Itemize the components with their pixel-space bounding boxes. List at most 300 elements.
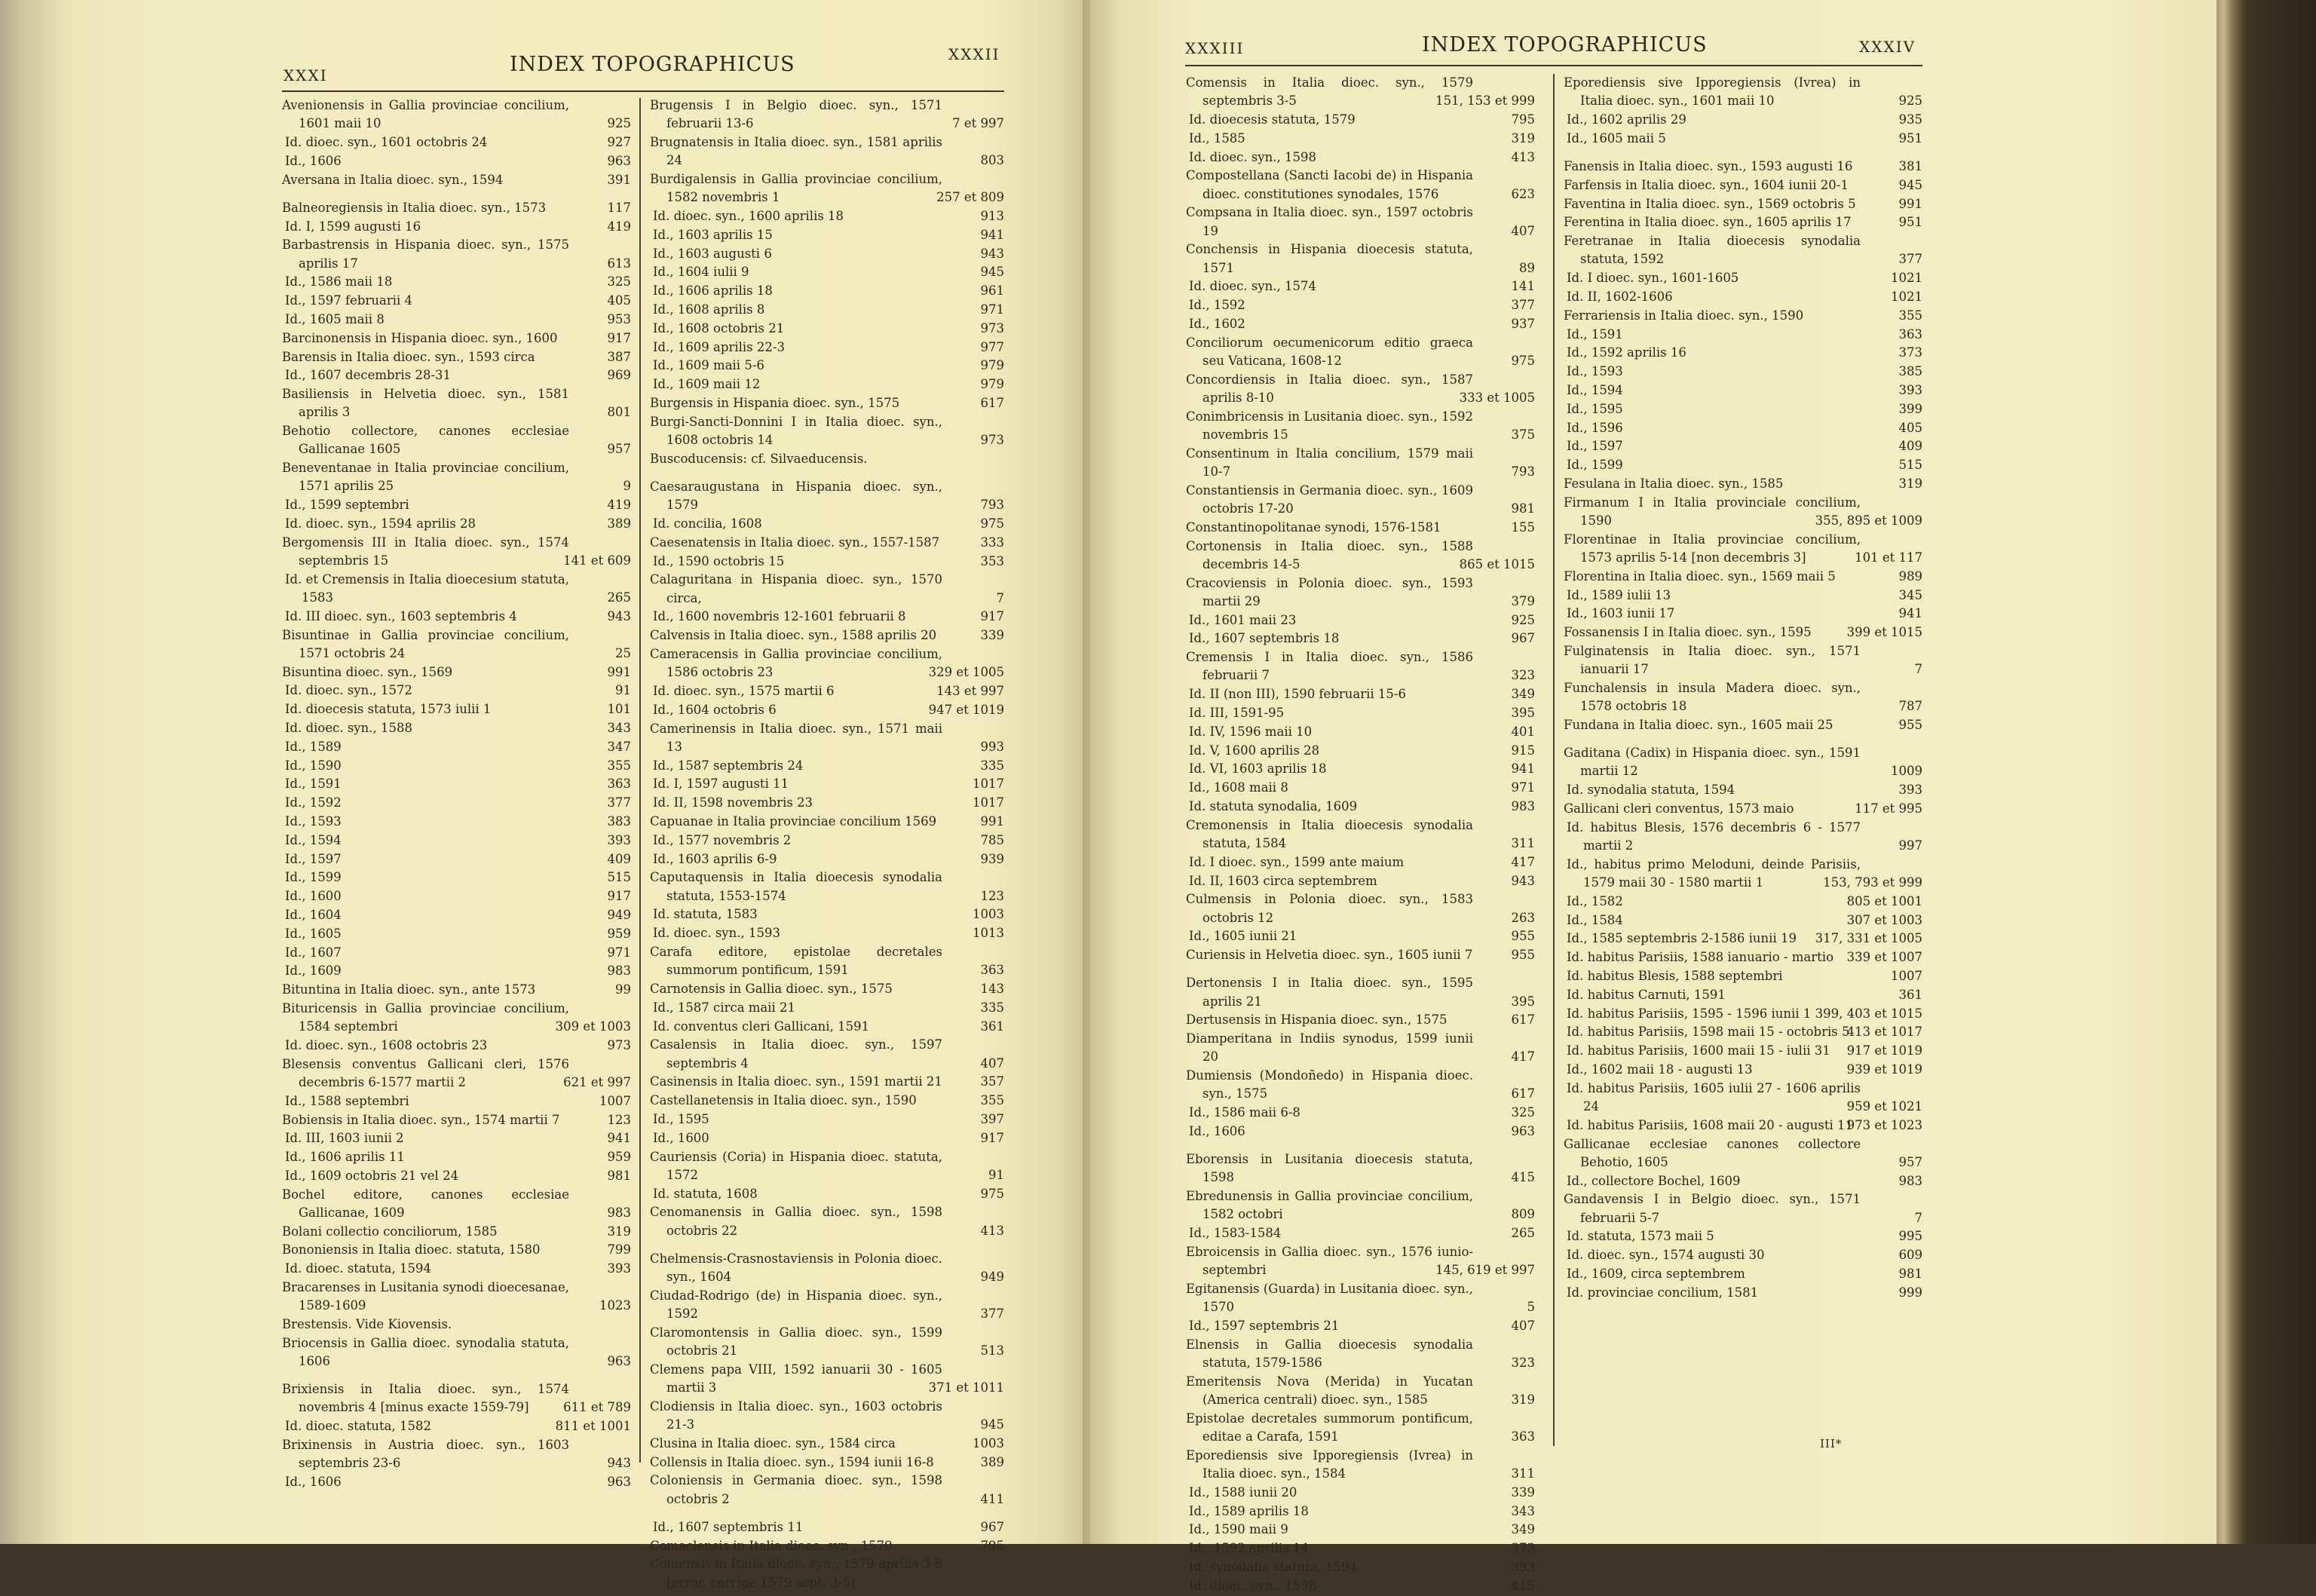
entry-page-ref: 617	[1511, 1086, 1535, 1101]
entry-page-ref: 101	[607, 702, 631, 717]
index-entry	[282, 868, 631, 887]
entry-text: Id., 1606	[1189, 1123, 1245, 1138]
entry-text: Dertusensis in Hispania dioec. syn., 1575	[1186, 1012, 1448, 1028]
index-entry	[1564, 1080, 1922, 1116]
entry-text: Id., 1592 aprilis 16	[1567, 345, 1686, 360]
index-entry	[650, 245, 1004, 263]
entry-page-ref: 325	[1511, 1105, 1535, 1120]
index-entry	[650, 394, 1004, 412]
entry-page-ref: 397	[980, 1111, 1004, 1126]
index-entry	[1186, 482, 1535, 518]
entry-text: Id., 1602 maii 18 - augusti 13	[1567, 1061, 1753, 1077]
index-entry	[650, 1036, 1004, 1072]
entry-text: Id., 1601 maii 23	[1189, 612, 1297, 627]
index-entry	[1564, 1135, 1922, 1172]
entry-page-ref: 967	[1511, 631, 1535, 646]
entry-page-ref: 943	[1511, 873, 1535, 888]
index-entry	[282, 236, 631, 272]
entry-page-ref: 415	[1511, 1170, 1535, 1185]
entry-text: Camerinensis in Italia dioec. syn., 1571 maii 13	[650, 721, 942, 754]
index-entry	[1186, 371, 1535, 407]
entry-text: Id., 1603 aprilis 6-9	[653, 851, 777, 866]
page-title-left: INDEX TOPOGRAPHICUS	[510, 53, 795, 76]
entry-page-ref: 391	[607, 172, 631, 187]
index-entry	[1564, 1023, 1922, 1041]
index-entry	[1186, 742, 1535, 760]
index-entry	[1564, 642, 1922, 679]
entry-page-ref: 997	[1898, 838, 1922, 853]
entry-page-ref: 355	[980, 1093, 1004, 1108]
entry-page-ref: 413	[1511, 149, 1535, 164]
entry-text: Id., 1586 maii 6-8	[1189, 1105, 1300, 1120]
entry-text: Id. dioec. statuta, 1594	[285, 1261, 431, 1276]
index-entry	[650, 338, 1004, 357]
index-entry	[1186, 1503, 1535, 1521]
index-entry	[1564, 400, 1922, 418]
entry-text: Clemens papa VIII, 1592 ianuarii 30 - 1605 martii 3	[650, 1362, 942, 1395]
index-entry	[282, 663, 631, 682]
entry-text: Id. habitus Blesis, 1588 septembri	[1567, 968, 1783, 983]
entry-page-ref: 973 et 1023	[1846, 1117, 1922, 1132]
entry-text: Id., 1604 iulii 9	[653, 265, 749, 280]
index-entry	[1186, 519, 1535, 537]
entry-text: Id., 1605 maii 5	[1567, 130, 1666, 146]
entry-page-ref: 307 et 1003	[1846, 912, 1922, 927]
entry-page-ref: 353	[980, 553, 1004, 568]
index-entry	[650, 133, 1004, 170]
index-entry	[1564, 213, 1922, 231]
entry-page-ref: 319	[1898, 476, 1922, 491]
entry-page-ref: 975	[1511, 353, 1535, 368]
entry-text: Id., 1592	[1189, 298, 1245, 313]
entry-text: Eborensis in Lusitania dioecesis statuta, 1598	[1186, 1152, 1473, 1185]
index-entry	[1564, 288, 1922, 306]
index-entry	[282, 1417, 631, 1435]
entry-text: Id. habitus Parisiis, 1588 ianuario - martio	[1567, 950, 1834, 965]
entry-page-ref: 393	[1898, 382, 1922, 397]
index-entry	[1186, 574, 1535, 611]
entry-text: Id. dioec. syn., 1593	[653, 926, 780, 941]
entry-text: Id., 1596	[1567, 420, 1623, 435]
entry-page-ref: 967	[980, 1519, 1004, 1534]
entry-page-ref: 383	[607, 813, 631, 829]
index-entry	[282, 1380, 631, 1417]
index-entry	[1564, 800, 1922, 818]
right-page	[1090, 0, 2216, 1593]
index-entry	[1186, 296, 1535, 314]
entry-text: Compostellana (Sancti Iacobi de) in Hispania dioec. constitutiones synodales, 1576	[1186, 168, 1473, 201]
index-entry	[1564, 1042, 1922, 1060]
entry-page-ref: 309 et 1003	[555, 1019, 631, 1034]
index-entry	[1186, 1317, 1535, 1335]
header-rule	[282, 90, 1004, 92]
entry-text: Beneventanae in Italia provinciae concilium, 1571 aprilis 25	[282, 461, 569, 494]
index-entry	[650, 1324, 1004, 1360]
entry-page-ref: 611 et 789	[563, 1400, 631, 1415]
index-entry	[282, 152, 631, 170]
entry-text: Aversana in Italia dioec. syn., 1594	[282, 172, 504, 187]
entry-text: Id., 1595	[653, 1111, 709, 1126]
entry-text: Capuanae in Italia provinciae concilium 1569	[650, 813, 937, 829]
index-entry	[282, 422, 631, 458]
entry-page-ref: 405	[607, 293, 631, 308]
entry-page-ref: 989	[1898, 568, 1922, 584]
entry-text: Bisuntina dioec. syn., 1569	[282, 664, 453, 679]
entry-text: Id., 1590 maii 9	[1189, 1522, 1288, 1537]
entry-page-ref: 811 et 1001	[555, 1419, 631, 1434]
index-entry	[1564, 344, 1922, 362]
index-entry	[282, 962, 631, 980]
entry-text: Behotio collectore, canones ecclesiae Gallicanae 1605	[282, 424, 569, 457]
entry-text: Gandavensis I in Belgio dioec. syn., 1571 februarii 5-7	[1564, 1192, 1861, 1225]
index-entry	[1564, 195, 1922, 213]
index-entry	[1564, 605, 1922, 623]
entry-text: Culmensis in Polonia dioec. syn., 1583 octobris 12	[1186, 892, 1473, 925]
entry-text: Id. habitus Carnuti, 1591	[1567, 987, 1726, 1002]
index-entry	[1186, 704, 1535, 722]
index-entry	[1564, 967, 1922, 985]
entry-text: Id., 1599 septembri	[285, 498, 409, 513]
entry-text: Id., 1603 iunii 17	[1567, 606, 1675, 621]
entry-page-ref: 349	[1511, 1522, 1535, 1537]
entry-text: Barensis in Italia dioec. syn., 1593 circa	[282, 349, 535, 364]
entry-page-ref: 419	[607, 498, 631, 513]
index-entry	[650, 226, 1004, 244]
entry-text: Id., 1599	[1567, 458, 1623, 473]
index-entry	[1564, 381, 1922, 400]
entry-page-ref: 417	[1511, 854, 1535, 869]
index-entry	[1186, 445, 1535, 481]
entry-text: Burdigalensis in Gallia provinciae concilium, 1582 novembris 1	[650, 172, 942, 205]
column-divider	[1553, 74, 1555, 1446]
index-entry	[650, 626, 1004, 645]
entry-page-ref: 123	[980, 888, 1004, 903]
index-entry	[650, 515, 1004, 533]
entry-text: Carafa editore, epistolae decretales summorum pontificum, 1591	[650, 944, 942, 978]
entry-page-ref: 943	[607, 608, 631, 623]
entry-text: Clusina in Italia dioec. syn., 1584 circa	[650, 1435, 896, 1450]
entry-page-ref: 623	[1511, 186, 1535, 201]
entry-text: Fundana in Italia dioec. syn., 1605 maii 25	[1564, 717, 1834, 732]
entry-page-ref: 99	[615, 982, 631, 997]
index-entry	[282, 1186, 631, 1222]
index-entry	[282, 757, 631, 775]
entry-text: Barcinonensis in Hispania dioec. syn., 1600	[282, 330, 558, 345]
entry-page-ref: 917	[607, 330, 631, 345]
index-entry	[282, 850, 631, 868]
entry-text: Id., 1609 maii 5-6	[653, 358, 764, 373]
index-entry	[1564, 781, 1922, 799]
index-entry	[282, 906, 631, 924]
entry-text: Burgensis in Hispania dioec. syn., 1575	[650, 395, 900, 410]
entry-text: Casalensis in Italia dioec. syn., 1597 septembris 4	[650, 1037, 942, 1071]
index-entry	[650, 832, 1004, 850]
entry-page-ref: 957	[607, 442, 631, 457]
entry-page-ref: 371 et 1011	[928, 1380, 1004, 1395]
entry-page-ref: 363	[980, 963, 1004, 978]
entry-text: Bituntina in Italia dioec. syn., ante 1573	[282, 982, 536, 997]
index-entry	[1186, 1447, 1535, 1483]
entry-page-ref: 363	[607, 777, 631, 792]
entry-text: Id., 1585 septembris 2-1586 iunii 19	[1567, 931, 1797, 946]
entry-page-ref: 955	[1898, 717, 1922, 732]
page-number-right: XXXIV	[1859, 38, 1916, 56]
index-entry	[1564, 623, 1922, 642]
entry-page-ref: 393	[607, 832, 631, 847]
entry-page-ref: 1017	[973, 777, 1004, 792]
index-entry	[282, 1241, 631, 1259]
index-entry	[282, 925, 631, 943]
entry-page-ref: 405	[1898, 420, 1922, 435]
entry-page-ref: 395	[1511, 705, 1535, 720]
entry-page-ref: 973	[607, 1037, 631, 1052]
entry-text: Caputaquensis in Italia dioecesis synodalia statuta, 1553-1574	[650, 870, 942, 903]
entry-text: Id. habitus Blesis, 1576 decembris 6 - 1577 martii 2	[1567, 819, 1861, 853]
entry-page-ref: 939 et 1019	[1846, 1061, 1922, 1077]
index-entry	[282, 832, 631, 850]
entry-page-ref: 991	[980, 813, 1004, 829]
entry-page-ref: 393	[607, 1261, 631, 1276]
entry-page-ref: 399, 403 et 1015	[1815, 1006, 1922, 1021]
index-entry	[650, 720, 1004, 756]
entry-text: Feretranae in Italia dioecesis synodalia statuta, 1592	[1564, 234, 1861, 267]
index-entry	[1186, 816, 1535, 853]
entry-text: Id. dioec. syn., 1594 aprilis 28	[285, 516, 476, 531]
entry-page-ref: 357	[980, 1074, 1004, 1089]
entry-text: Id., 1583-1584	[1189, 1226, 1282, 1241]
entry-text: Id., collectore Bochel, 1609	[1567, 1173, 1741, 1188]
entry-text: Brestensis. Vide Kiovensis.	[282, 1317, 452, 1332]
index-entry	[1564, 568, 1922, 586]
entry-text: Id., 1603 aprilis 15	[653, 227, 773, 242]
index-entry	[1186, 1187, 1535, 1224]
entry-text: Id. provinciae concilium, 1581	[1567, 1285, 1759, 1300]
entry-text: Egitanensis (Guarda) in Lusitania dioec. syn., 1570	[1186, 1281, 1473, 1315]
index-entry	[1186, 648, 1535, 685]
entry-page-ref: 101 et 117	[1855, 550, 1922, 565]
index-entry	[1186, 853, 1535, 872]
index-entry	[1186, 538, 1535, 574]
entry-page-ref: 927	[607, 135, 631, 149]
entry-page-ref: 7	[1914, 662, 1922, 677]
index-entry	[1564, 986, 1922, 1004]
index-entry	[1186, 1484, 1535, 1502]
entry-page-ref: 963	[607, 1475, 631, 1490]
entry-page-ref: 955	[1511, 929, 1535, 944]
entry-text: Id., 1586 maii 18	[285, 274, 393, 289]
entry-text: Id. statuta, 1583	[653, 907, 758, 922]
entry-text: Id., 1607	[285, 945, 342, 960]
entry-page-ref: 925	[607, 116, 631, 131]
entry-text: Id., 1608 octobris 21	[653, 320, 785, 335]
index-entry	[650, 571, 1004, 607]
column-divider	[639, 98, 641, 1463]
entry-text: Brixiensis in Italia dioec. syn., 1574 novembris 4 [minus exacte 1559-79]	[282, 1382, 569, 1415]
entry-page-ref: 941	[607, 1131, 631, 1146]
index-entry	[282, 1167, 631, 1185]
entry-text: Id., 1594	[1567, 382, 1623, 397]
entry-page-ref: 981	[607, 1168, 631, 1183]
entry-text: Id., 1608 maii 8	[1189, 780, 1288, 795]
page-number-left-of-right: XXXIII	[1185, 39, 1245, 57]
entry-page-ref: 917	[980, 1130, 1004, 1145]
entry-page-ref: 409	[607, 851, 631, 866]
entry-page-ref: 1021	[1891, 271, 1922, 286]
entry-text: Id., 1587 septembris 24	[653, 758, 804, 773]
index-entry	[282, 292, 631, 310]
entry-page-ref: 413 et 1017	[1846, 1025, 1922, 1040]
entry-text: Eporediensis sive Ipporegiensis (Ivrea) in Italia dioec. syn., 1584	[1186, 1447, 1473, 1481]
entry-text: Id. synodalia statuta, 1594	[1567, 783, 1735, 798]
entry-page-ref: 7	[996, 590, 1004, 605]
entry-page-ref: 983	[607, 1205, 631, 1220]
entry-page-ref: 399 et 1015	[1846, 625, 1922, 640]
index-entry	[1564, 1117, 1922, 1135]
entry-page-ref: 395	[1511, 994, 1535, 1009]
entry-page-ref: 795	[1511, 112, 1535, 127]
index-entry	[650, 1185, 1004, 1203]
entry-page-ref: 389	[980, 1454, 1004, 1469]
entry-page-ref: 953	[607, 311, 631, 326]
entry-page-ref: 7 et 997	[952, 116, 1004, 131]
index-entry	[650, 1250, 1004, 1286]
entry-page-ref: 117 et 995	[1855, 801, 1922, 816]
entry-text: Id., 1588 septembri	[285, 1093, 409, 1108]
index-entry	[650, 207, 1004, 225]
entry-text: Id., 1607 septembris 11	[653, 1519, 804, 1534]
entry-page-ref: 947 et 1019	[928, 702, 1004, 717]
index-entry	[282, 1436, 631, 1472]
entry-text: Id. I, 1597 augusti 11	[653, 777, 789, 792]
index-entry	[1186, 111, 1535, 129]
entry-page-ref: 335	[980, 1000, 1004, 1015]
entry-text: Bituricensis in Gallia provinciae concilium, 1584 septembri	[282, 1000, 569, 1034]
entry-page-ref: 339	[1511, 1484, 1535, 1500]
entry-text: Id., 1604 octobris 6	[653, 702, 777, 717]
index-entry	[1564, 232, 1922, 268]
entry-page-ref: 377	[1898, 252, 1922, 267]
entry-page-ref: 381	[1898, 159, 1922, 173]
entry-text: Id. conventus cleri Gallicani, 1591	[653, 1019, 870, 1034]
entry-page-ref: 323	[1511, 668, 1535, 683]
entry-page-ref: 975	[980, 516, 1004, 531]
entry-text: Id. dioec. syn., 1572	[285, 683, 412, 698]
entry-text: Id. habitus Parisiis, 1608 maii 20 - augusti 11	[1567, 1117, 1854, 1132]
entry-page-ref: 785	[980, 832, 1004, 847]
index-entry	[1564, 1061, 1922, 1079]
index-entry	[1186, 1373, 1535, 1409]
entry-page-ref: 609	[1898, 1248, 1922, 1263]
index-entry	[1564, 893, 1922, 911]
index-entry	[650, 320, 1004, 338]
index-entry	[282, 348, 631, 366]
index-entry	[650, 980, 1004, 998]
index-column-1	[282, 96, 631, 1492]
entry-page-ref: 917	[980, 609, 1004, 624]
entry-page-ref: 917 et 1019	[1846, 1043, 1922, 1058]
entry-page-ref: 945	[1898, 177, 1922, 192]
entry-page-ref: 265	[607, 590, 631, 605]
entry-text: Comensis in Italia dioec. syn., 1579 aprilis 3-5 (error. corrige 1579 sept. 3-5).	[650, 1557, 942, 1590]
entry-text: Chelmensis-Crasnostaviensis in Polonia dioec. syn., 1604	[650, 1251, 942, 1284]
entry-text: Id. I dioec. syn., 1599 ante maium	[1189, 854, 1405, 869]
index-entry	[282, 366, 631, 384]
index-entry	[1186, 946, 1535, 964]
index-entry	[1564, 1246, 1922, 1264]
entry-page-ref: 617	[1511, 1012, 1535, 1028]
entry-text: Bracarenses in Lusitania synodi dioecesanae, 1589-1609	[282, 1280, 569, 1313]
entry-text: Id. III, 1591-95	[1189, 705, 1285, 720]
entry-text: Id., 1592 aprilis 14	[1189, 1541, 1309, 1556]
entry-text: Funchalensis in insula Madera dioec. syn., 1578 octobris 18	[1564, 680, 1861, 714]
entry-text: Id., 1582	[1567, 893, 1623, 908]
index-entry	[650, 1361, 1004, 1397]
index-entry	[282, 171, 631, 189]
index-entry	[282, 608, 631, 626]
index-entry	[650, 282, 1004, 300]
entry-page-ref: 973	[980, 432, 1004, 447]
entry-text: Id., 1589	[285, 739, 342, 754]
index-entry	[1564, 363, 1922, 381]
entry-text: Gaditana (Cadix) in Hispania dioec. syn., 1591 martii 12	[1564, 746, 1861, 779]
entry-text: Fulginatensis in Italia dioec. syn., 1571 ianuarii 17	[1564, 643, 1861, 677]
entry-text: Id. habitus Parisiis, 1598 maii 15 - octobris 5	[1567, 1025, 1850, 1040]
index-entry	[650, 608, 1004, 626]
index-column-2	[650, 96, 1004, 1592]
entry-page-ref: 153, 793 et 999	[1823, 875, 1922, 890]
entry-page-ref: 1021	[1891, 289, 1922, 304]
entry-page-ref: 9	[623, 479, 631, 494]
entry-text: Id., 1585	[1189, 130, 1245, 146]
entry-page-ref: 925	[1511, 612, 1535, 627]
entry-text: Id., 1602 aprilis 29	[1567, 112, 1686, 127]
entry-page-ref: 515	[1898, 458, 1922, 473]
entry-page-ref: 319	[607, 1224, 631, 1239]
index-entry	[282, 682, 631, 700]
entry-page-ref: 141 et 609	[563, 553, 631, 568]
index-entry	[282, 1092, 631, 1110]
entry-text: Fossanensis I in Italia dioec. syn., 1595	[1564, 625, 1812, 640]
entry-page-ref: 385	[1898, 364, 1922, 379]
entry-page-ref: 349	[1511, 687, 1535, 702]
index-entry	[282, 1000, 631, 1036]
entry-text: Brugensis I in Belgio dioec. syn., 1571 februarii 13-6	[650, 98, 942, 131]
index-entry	[1186, 408, 1535, 444]
entry-text: Calvensis in Italia dioec. syn., 1588 aprilis 20	[650, 628, 937, 643]
index-entry	[1186, 723, 1535, 741]
entry-text: Conchensis in Hispania dioecesis statuta, 1571	[1186, 242, 1473, 275]
entry-text: Id. dioecesis statuta, 1579	[1189, 112, 1356, 127]
entry-text: Epistolae decretales summorum pontificum, editae a Carafa, 1591	[1186, 1411, 1473, 1444]
header-rule	[1185, 65, 1922, 66]
entry-page-ref: 375	[1511, 427, 1535, 442]
entry-text: Id. II, 1602-1606	[1567, 289, 1673, 304]
entry-text: Gallicani cleri conventus, 1573 maio	[1564, 801, 1794, 816]
entry-page-ref: 1009	[1891, 764, 1922, 779]
entry-text: Gallicanae ecclesiae canones collectore Behotio, 1605	[1564, 1136, 1861, 1169]
index-entry	[650, 775, 1004, 793]
entry-page-ref: 917	[607, 889, 631, 904]
entry-page-ref: 399	[1898, 401, 1922, 416]
entry-text: Calaguritana in Hispania dioec. syn., 1570 circa,	[650, 572, 942, 605]
entry-text: Dumiensis (Mondoñedo) in Hispania dioec. syn., 1575	[1186, 1068, 1473, 1101]
entry-text: Id., 1600 novembris 12-1601 februarii 8	[653, 609, 906, 624]
index-entry	[1186, 1067, 1535, 1103]
entry-page-ref: 935	[1898, 112, 1922, 127]
index-entry	[1186, 277, 1535, 296]
entry-page-ref: 913	[980, 209, 1004, 223]
entry-text: Id., 1602	[1189, 316, 1245, 331]
